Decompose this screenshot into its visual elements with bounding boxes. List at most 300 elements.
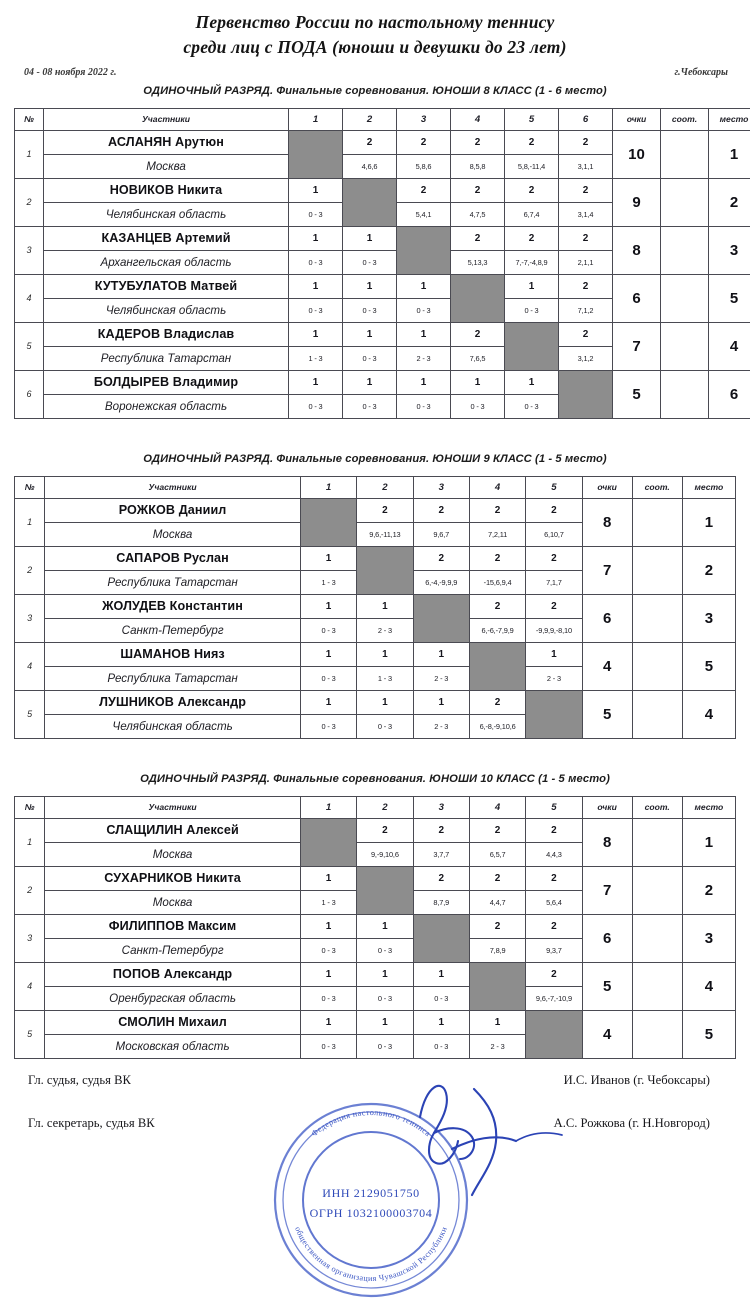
participant-region: Республика Татарстан bbox=[101, 352, 231, 365]
match-result-games: 2 bbox=[451, 226, 505, 250]
column-header-opponent-3: 3 bbox=[413, 476, 469, 498]
participant-name-cell bbox=[45, 546, 301, 570]
match-result-games: 2 bbox=[413, 546, 469, 570]
participant-region: Республика Татарстан bbox=[107, 576, 237, 589]
participant-name: СМОЛИН Михаил bbox=[118, 1015, 227, 1029]
participant-name-cell bbox=[44, 226, 289, 250]
participant-region: Москва bbox=[153, 528, 193, 541]
total-points: 5 bbox=[582, 690, 632, 738]
match-set-scores: 3,1,4 bbox=[559, 202, 613, 226]
diagonal-blocked-cell bbox=[300, 498, 356, 546]
match-set-scores: 0 - 3 bbox=[451, 394, 505, 418]
match-set-scores: 2 - 3 bbox=[397, 346, 451, 370]
match-result-games: 1 bbox=[413, 690, 469, 714]
match-set-scores: 0 - 3 bbox=[300, 986, 356, 1010]
match-result-games: 1 bbox=[300, 546, 356, 570]
match-result-games: 1 bbox=[451, 370, 505, 394]
diagonal-blocked-cell bbox=[469, 642, 525, 690]
games-ratio bbox=[632, 594, 682, 642]
match-result-games: 2 bbox=[469, 818, 525, 842]
participant-region: Челябинская область bbox=[106, 208, 226, 221]
stamp-ring-bottom-text: общественная организация Чувашской Республики bbox=[293, 1225, 449, 1283]
match-set-scores: 3,7,7 bbox=[413, 842, 469, 866]
match-result-games: 2 bbox=[526, 962, 582, 986]
final-place: 4 bbox=[709, 322, 750, 370]
table-row bbox=[15, 546, 736, 570]
total-points: 6 bbox=[582, 594, 632, 642]
diagonal-blocked-cell bbox=[300, 818, 356, 866]
results-table bbox=[14, 108, 750, 419]
match-result-games: 2 bbox=[357, 498, 413, 522]
match-set-scores: 0 - 3 bbox=[300, 666, 356, 690]
match-result-games: 1 bbox=[505, 370, 559, 394]
match-set-scores: 2,1,1 bbox=[559, 250, 613, 274]
match-set-scores: 0 - 3 bbox=[413, 1034, 469, 1058]
participant-name-cell bbox=[45, 914, 301, 938]
match-set-scores: 0 - 3 bbox=[413, 986, 469, 1010]
final-place: 6 bbox=[709, 370, 750, 418]
match-set-scores: 2 - 3 bbox=[413, 666, 469, 690]
match-set-scores: 0 - 3 bbox=[300, 1034, 356, 1058]
match-result-games: 2 bbox=[413, 866, 469, 890]
document-footer bbox=[14, 1073, 736, 1223]
match-result-games: 2 bbox=[451, 130, 505, 154]
total-points: 6 bbox=[582, 914, 632, 962]
signature-row bbox=[28, 1073, 720, 1088]
column-header-ratio: соот. bbox=[632, 476, 682, 498]
participant-region: Москва bbox=[146, 160, 186, 173]
match-result-games: 2 bbox=[526, 914, 582, 938]
match-result-games: 2 bbox=[559, 178, 613, 202]
match-set-scores: 0 - 3 bbox=[289, 298, 343, 322]
participant-name: СЛАЩИЛИН Алексей bbox=[106, 823, 239, 837]
participant-region: Воронежская область bbox=[105, 400, 227, 413]
participant-name: КАДЕРОВ Владислав bbox=[98, 327, 235, 341]
match-result-games: 1 bbox=[300, 594, 356, 618]
match-set-scores: 2 - 3 bbox=[357, 618, 413, 642]
section-title: ОДИНОЧНЫЙ РАЗРЯД. Финальные соревнования. ЮНОШИ 9 КЛАСС (1 - 5 место) bbox=[14, 453, 736, 465]
participant-name: КАЗАНЦЕВ Артемий bbox=[101, 231, 230, 245]
diagonal-blocked-cell bbox=[357, 546, 413, 594]
row-number: 3 bbox=[15, 914, 45, 962]
games-ratio bbox=[632, 642, 682, 690]
column-header-opponent-3: 3 bbox=[397, 108, 451, 130]
participant-region-cell bbox=[45, 890, 301, 914]
match-result-games: 2 bbox=[505, 226, 559, 250]
match-result-games: 2 bbox=[469, 690, 525, 714]
match-result-games: 2 bbox=[526, 818, 582, 842]
match-set-scores: 7,2,11 bbox=[469, 522, 525, 546]
total-points: 8 bbox=[613, 226, 661, 274]
participant-name-cell bbox=[45, 866, 301, 890]
match-result-games: 1 bbox=[289, 226, 343, 250]
match-set-scores: 0 - 3 bbox=[357, 938, 413, 962]
match-result-games: 1 bbox=[357, 642, 413, 666]
match-result-games: 2 bbox=[343, 130, 397, 154]
match-result-games: 2 bbox=[469, 914, 525, 938]
total-points: 7 bbox=[582, 546, 632, 594]
column-header-ratio: соот. bbox=[661, 108, 709, 130]
match-set-scores: 7,6,5 bbox=[451, 346, 505, 370]
row-number: 6 bbox=[15, 370, 44, 418]
match-result-games: 1 bbox=[289, 274, 343, 298]
participant-name: ФИЛИППОВ Максим bbox=[109, 919, 237, 933]
diagonal-blocked-cell bbox=[451, 274, 505, 322]
table-row bbox=[15, 642, 736, 666]
table-row bbox=[15, 818, 736, 842]
match-result-games: 2 bbox=[397, 178, 451, 202]
table-row bbox=[15, 962, 736, 986]
final-place: 1 bbox=[682, 498, 735, 546]
participant-region-cell bbox=[45, 570, 301, 594]
column-header-participant: Участники bbox=[44, 108, 289, 130]
diagonal-blocked-cell bbox=[559, 370, 613, 418]
column-header-opponent-5: 5 bbox=[526, 796, 582, 818]
match-set-scores: 7,8,9 bbox=[469, 938, 525, 962]
participant-name-cell bbox=[45, 1010, 301, 1034]
match-result-games: 2 bbox=[559, 130, 613, 154]
participant-region: Московская область bbox=[116, 1040, 230, 1053]
total-points: 8 bbox=[582, 818, 632, 866]
match-set-scores: 0 - 3 bbox=[289, 250, 343, 274]
participant-name-cell bbox=[44, 130, 289, 154]
match-result-games: 1 bbox=[413, 642, 469, 666]
games-ratio bbox=[632, 498, 682, 546]
match-set-scores: 0 - 3 bbox=[343, 298, 397, 322]
total-points: 4 bbox=[582, 1010, 632, 1058]
match-set-scores: 4,4,3 bbox=[526, 842, 582, 866]
games-ratio bbox=[661, 178, 709, 226]
participant-region-cell bbox=[45, 522, 301, 546]
column-header-opponent-1: 1 bbox=[289, 108, 343, 130]
diagonal-blocked-cell bbox=[289, 130, 343, 178]
match-set-scores: 8,5,8 bbox=[451, 154, 505, 178]
participant-name: АСЛАНЯН Арутюн bbox=[108, 135, 224, 149]
match-set-scores: 5,6,4 bbox=[526, 890, 582, 914]
participant-region-cell bbox=[44, 250, 289, 274]
match-set-scores: 1 - 3 bbox=[289, 346, 343, 370]
total-points: 6 bbox=[613, 274, 661, 322]
match-result-games: 2 bbox=[505, 178, 559, 202]
match-result-games: 1 bbox=[300, 962, 356, 986]
final-place: 5 bbox=[682, 642, 735, 690]
match-set-scores: 0 - 3 bbox=[357, 714, 413, 738]
total-points: 9 bbox=[613, 178, 661, 226]
match-set-scores: 9,3,7 bbox=[526, 938, 582, 962]
total-points: 4 bbox=[582, 642, 632, 690]
final-place: 2 bbox=[682, 866, 735, 914]
column-header-number: № bbox=[15, 108, 44, 130]
participant-name-cell bbox=[45, 498, 301, 522]
participant-region-cell bbox=[45, 986, 301, 1010]
stamp-ring-top-text: Федерация настольного тенниса bbox=[310, 1108, 433, 1138]
signature-role: Гл. секретарь, судья ВК bbox=[28, 1116, 155, 1131]
match-set-scores: 1 - 3 bbox=[300, 570, 356, 594]
table-header-row bbox=[15, 476, 736, 498]
match-result-games: 2 bbox=[413, 498, 469, 522]
match-set-scores: 4,6,6 bbox=[343, 154, 397, 178]
games-ratio bbox=[661, 274, 709, 322]
participant-region-cell bbox=[44, 298, 289, 322]
column-header-opponent-3: 3 bbox=[413, 796, 469, 818]
participant-name: БОЛДЫРЕВ Владимир bbox=[94, 375, 238, 389]
match-result-games: 1 bbox=[300, 866, 356, 890]
participant-region-cell bbox=[45, 714, 301, 738]
match-set-scores: 0 - 3 bbox=[289, 202, 343, 226]
total-points: 5 bbox=[582, 962, 632, 1010]
match-result-games: 1 bbox=[397, 274, 451, 298]
total-points: 8 bbox=[582, 498, 632, 546]
final-place: 2 bbox=[709, 178, 750, 226]
match-result-games: 1 bbox=[357, 1010, 413, 1034]
participant-region: Республика Татарстан bbox=[107, 672, 237, 685]
match-result-games: 1 bbox=[343, 274, 397, 298]
match-result-games: 1 bbox=[343, 226, 397, 250]
match-result-games: 1 bbox=[357, 914, 413, 938]
match-set-scores: 4,7,5 bbox=[451, 202, 505, 226]
signature-row bbox=[28, 1116, 720, 1131]
table-row bbox=[15, 322, 750, 346]
participant-region-cell bbox=[44, 394, 289, 418]
signature-role: Гл. судья, судья ВК bbox=[28, 1073, 131, 1088]
column-header-opponent-5: 5 bbox=[505, 108, 559, 130]
final-place: 2 bbox=[682, 546, 735, 594]
table-row bbox=[15, 1010, 736, 1034]
column-header-ratio: соот. bbox=[632, 796, 682, 818]
table-row bbox=[15, 274, 750, 298]
match-result-games: 1 bbox=[397, 370, 451, 394]
games-ratio bbox=[661, 226, 709, 274]
results-table bbox=[14, 476, 736, 739]
match-set-scores: 0 - 3 bbox=[343, 250, 397, 274]
column-header-opponent-2: 2 bbox=[343, 108, 397, 130]
row-number: 1 bbox=[15, 130, 44, 178]
participant-region: Архангельская область bbox=[101, 256, 232, 269]
diagonal-blocked-cell bbox=[505, 322, 559, 370]
match-set-scores: 0 - 3 bbox=[505, 394, 559, 418]
match-set-scores: 6,10,7 bbox=[526, 522, 582, 546]
match-set-scores: 0 - 3 bbox=[289, 394, 343, 418]
diagonal-blocked-cell bbox=[343, 178, 397, 226]
match-result-games: 2 bbox=[505, 130, 559, 154]
match-result-games: 2 bbox=[559, 322, 613, 346]
table-header-row bbox=[15, 796, 736, 818]
match-result-games: 2 bbox=[469, 594, 525, 618]
match-set-scores: 0 - 3 bbox=[397, 298, 451, 322]
results-table bbox=[14, 796, 736, 1059]
participant-region: Оренбургская область bbox=[109, 992, 236, 1005]
column-header-place: место bbox=[709, 108, 750, 130]
match-result-games: 2 bbox=[526, 866, 582, 890]
diagonal-blocked-cell bbox=[397, 226, 451, 274]
match-result-games: 1 bbox=[397, 322, 451, 346]
row-number: 5 bbox=[15, 322, 44, 370]
column-header-number: № bbox=[15, 476, 45, 498]
table-row bbox=[15, 594, 736, 618]
participant-name: ЖОЛУДЕВ Константин bbox=[102, 599, 243, 613]
row-number: 4 bbox=[15, 642, 45, 690]
column-header-participant: Участники bbox=[45, 476, 301, 498]
diagonal-blocked-cell bbox=[526, 690, 582, 738]
final-place: 3 bbox=[682, 594, 735, 642]
row-number: 1 bbox=[15, 818, 45, 866]
signature-person: А.С. Рожкова (г. Н.Новгород) bbox=[554, 1116, 720, 1131]
match-set-scores: 9,6,-7,-10,9 bbox=[526, 986, 582, 1010]
total-points: 7 bbox=[613, 322, 661, 370]
match-result-games: 1 bbox=[413, 962, 469, 986]
column-header-place: место bbox=[682, 796, 735, 818]
match-set-scores: 0 - 3 bbox=[505, 298, 559, 322]
row-number: 5 bbox=[15, 690, 45, 738]
match-result-games: 2 bbox=[526, 594, 582, 618]
match-set-scores: 2 - 3 bbox=[469, 1034, 525, 1058]
column-header-opponent-4: 4 bbox=[469, 796, 525, 818]
table-row bbox=[15, 130, 750, 154]
match-result-games: 1 bbox=[526, 642, 582, 666]
diagonal-blocked-cell bbox=[357, 866, 413, 914]
match-result-games: 1 bbox=[357, 962, 413, 986]
document-title-line-2: среди лиц с ПОДА (юноши и девушки до 23 лет) bbox=[14, 35, 736, 60]
participant-name-cell bbox=[45, 690, 301, 714]
games-ratio bbox=[632, 1010, 682, 1058]
row-number: 4 bbox=[15, 274, 44, 322]
match-result-games: 2 bbox=[357, 818, 413, 842]
match-set-scores: 7,-7,-4,8,9 bbox=[505, 250, 559, 274]
participant-region-cell bbox=[45, 842, 301, 866]
participant-name: ШАМАНОВ Нияз bbox=[120, 647, 224, 661]
table-row bbox=[15, 370, 750, 394]
participant-region: Челябинская область bbox=[106, 304, 226, 317]
match-result-games: 1 bbox=[343, 322, 397, 346]
row-number: 2 bbox=[15, 866, 45, 914]
match-set-scores: 0 - 3 bbox=[300, 618, 356, 642]
match-result-games: 1 bbox=[300, 914, 356, 938]
document-meta-row bbox=[14, 67, 736, 78]
final-place: 1 bbox=[709, 130, 750, 178]
row-number: 4 bbox=[15, 962, 45, 1010]
match-result-games: 2 bbox=[451, 178, 505, 202]
match-set-scores: 3,1,2 bbox=[559, 346, 613, 370]
diagonal-blocked-cell bbox=[413, 914, 469, 962]
participant-name: СУХАРНИКОВ Никита bbox=[104, 871, 241, 885]
total-points: 5 bbox=[613, 370, 661, 418]
games-ratio bbox=[632, 690, 682, 738]
row-number: 5 bbox=[15, 1010, 45, 1058]
match-set-scores: 5,13,3 bbox=[451, 250, 505, 274]
match-set-scores: -9,9,9,-8,10 bbox=[526, 618, 582, 642]
participant-region: Москва bbox=[153, 848, 193, 861]
match-set-scores: -15,6,9,4 bbox=[469, 570, 525, 594]
games-ratio bbox=[632, 866, 682, 914]
match-set-scores: 0 - 3 bbox=[300, 938, 356, 962]
match-set-scores: 9,6,-11,13 bbox=[357, 522, 413, 546]
column-header-participant: Участники bbox=[45, 796, 301, 818]
match-set-scores: 6,7,4 bbox=[505, 202, 559, 226]
participant-name-cell bbox=[45, 642, 301, 666]
match-result-games: 1 bbox=[289, 322, 343, 346]
column-header-opponent-5: 5 bbox=[526, 476, 582, 498]
match-set-scores: 6,-4,-9,9,9 bbox=[413, 570, 469, 594]
match-set-scores: 9,-9,10,6 bbox=[357, 842, 413, 866]
match-set-scores: 5,8,6 bbox=[397, 154, 451, 178]
match-result-games: 2 bbox=[559, 226, 613, 250]
row-number: 1 bbox=[15, 498, 45, 546]
participant-name: РОЖКОВ Даниил bbox=[119, 503, 227, 517]
column-header-opponent-2: 2 bbox=[357, 476, 413, 498]
games-ratio bbox=[632, 962, 682, 1010]
match-result-games: 2 bbox=[526, 498, 582, 522]
match-set-scores: 1 - 3 bbox=[300, 890, 356, 914]
section-title: ОДИНОЧНЫЙ РАЗРЯД. Финальные соревнования. ЮНОШИ 10 КЛАСС (1 - 5 место) bbox=[14, 773, 736, 785]
final-place: 5 bbox=[709, 274, 750, 322]
match-result-games: 2 bbox=[526, 546, 582, 570]
row-number: 3 bbox=[15, 226, 44, 274]
table-row bbox=[15, 226, 750, 250]
column-header-number: № bbox=[15, 796, 45, 818]
match-result-games: 2 bbox=[413, 818, 469, 842]
diagonal-blocked-cell bbox=[469, 962, 525, 1010]
signature-person: И.С. Иванов (г. Чебоксары) bbox=[564, 1073, 720, 1088]
table-row bbox=[15, 866, 736, 890]
games-ratio bbox=[632, 546, 682, 594]
match-result-games: 2 bbox=[469, 546, 525, 570]
match-set-scores: 0 - 3 bbox=[343, 346, 397, 370]
final-place: 3 bbox=[682, 914, 735, 962]
match-set-scores: 4,4,7 bbox=[469, 890, 525, 914]
final-place: 4 bbox=[682, 962, 735, 1010]
match-set-scores: 3,1,1 bbox=[559, 154, 613, 178]
table-row bbox=[15, 498, 736, 522]
stamp-ogrn-text: ОГРН 1032100003704 bbox=[310, 1206, 433, 1220]
participant-name-cell bbox=[44, 274, 289, 298]
column-header-points: очки bbox=[613, 108, 661, 130]
match-set-scores: 1 - 3 bbox=[357, 666, 413, 690]
match-result-games: 1 bbox=[300, 690, 356, 714]
table-row bbox=[15, 914, 736, 938]
final-place: 4 bbox=[682, 690, 735, 738]
participant-name-cell bbox=[45, 818, 301, 842]
participant-name-cell bbox=[45, 594, 301, 618]
diagonal-blocked-cell bbox=[526, 1010, 582, 1058]
match-set-scores: 6,-8,-9,10,6 bbox=[469, 714, 525, 738]
participant-name-cell bbox=[44, 178, 289, 202]
row-number: 2 bbox=[15, 178, 44, 226]
participant-name: ПОПОВ Александр bbox=[113, 967, 232, 981]
final-place: 3 bbox=[709, 226, 750, 274]
final-place: 1 bbox=[682, 818, 735, 866]
match-set-scores: 5,4,1 bbox=[397, 202, 451, 226]
match-set-scores: 0 - 3 bbox=[357, 986, 413, 1010]
participant-region-cell bbox=[45, 938, 301, 962]
table-header-row bbox=[15, 108, 750, 130]
match-result-games: 1 bbox=[289, 178, 343, 202]
column-header-points: очки bbox=[582, 796, 632, 818]
match-set-scores: 2 - 3 bbox=[526, 666, 582, 690]
games-ratio bbox=[632, 818, 682, 866]
column-header-opponent-4: 4 bbox=[451, 108, 505, 130]
column-header-points: очки bbox=[582, 476, 632, 498]
games-ratio bbox=[661, 370, 709, 418]
section-title: ОДИНОЧНЫЙ РАЗРЯД. Финальные соревнования. ЮНОШИ 8 КЛАСС (1 - 6 место) bbox=[14, 85, 736, 97]
column-header-opponent-2: 2 bbox=[357, 796, 413, 818]
match-set-scores: 8,7,9 bbox=[413, 890, 469, 914]
match-result-games: 1 bbox=[413, 1010, 469, 1034]
match-set-scores: 7,1,7 bbox=[526, 570, 582, 594]
column-header-place: место bbox=[682, 476, 735, 498]
games-ratio bbox=[661, 130, 709, 178]
column-header-opponent-4: 4 bbox=[469, 476, 525, 498]
column-header-opponent-6: 6 bbox=[559, 108, 613, 130]
